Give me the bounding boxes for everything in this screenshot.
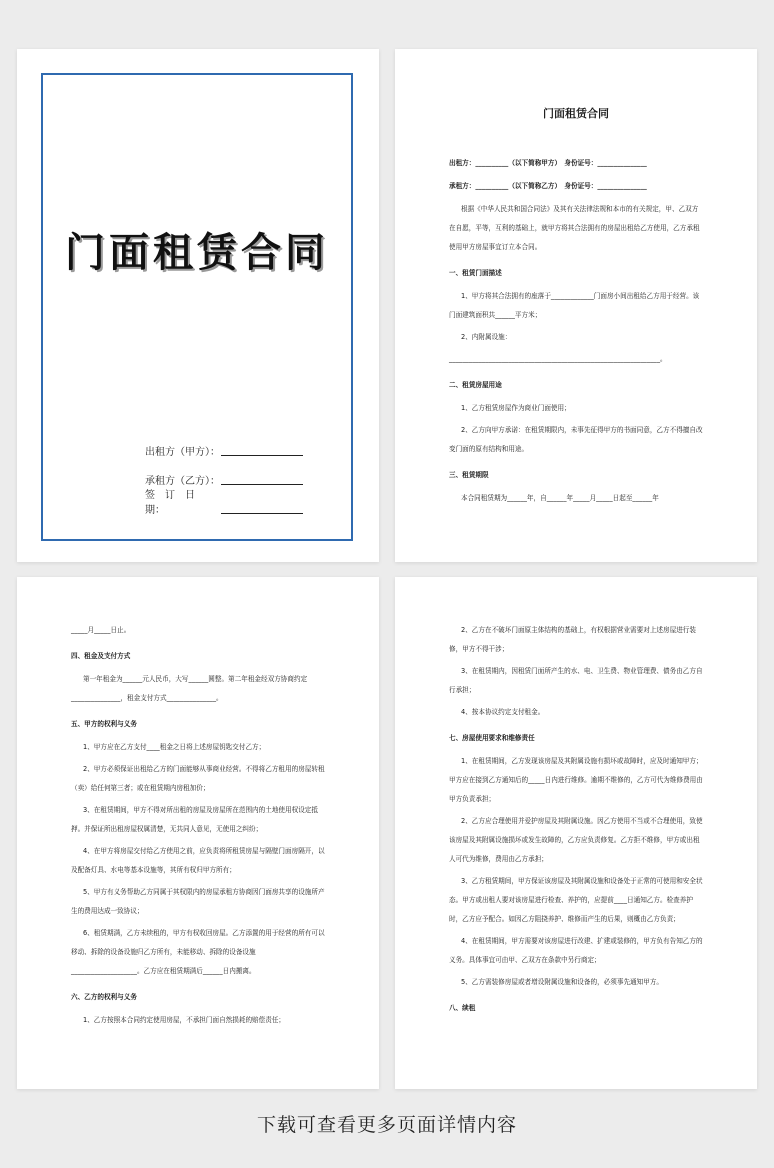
clause: 1、乙方按照本合同约定使用房屋，不承担门面自然损耗的赔偿责任；: [83, 1016, 286, 1024]
contract-page-1: [395, 49, 757, 562]
page-title: 门面租赁合同: [543, 107, 609, 120]
clause: 4、在甲方将房屋交付给乙方使用之前，应负责将所租赁房屋与隔壁门面房隔开，以及配备灯具、水电等基本设施等，其所有权归甲方所有；: [71, 847, 325, 874]
clause: 第一年租金为______元人民币，大写______圆整。第二年租金经双方协商约定_______________，租金支付方式_______________。: [71, 675, 308, 702]
clause: 2、乙方应合理使用并爱护房屋及其附属设施。因乙方使用不当或不合理使用，致使该房屋及其附属设施损坏或发生故障的，乙方应负责修复。乙方拒不维修，甲方或出租人可代为维修，费用由乙方承担；: [449, 817, 703, 863]
section-heading: 四、租金及支付方式: [71, 652, 131, 660]
section-heading: 八、续租: [449, 1004, 476, 1012]
page-content: [71, 621, 325, 1033]
clause: 1、甲方将其合法拥有的座落于_____________门面房小间出租给乙方用于经营。该门面建筑面积共______平方米；: [449, 292, 700, 319]
clause: 1、在租赁期间，乙方发现该房屋及其附属设施有损坏或故障时，应及时通知甲方；甲方应在接到乙方通知后的_____日内进行维修。逾期不维修的，乙方可代为维修费用由甲方负责承担；: [449, 757, 703, 803]
cover-fields: [145, 429, 303, 516]
cover-field-line: [221, 454, 303, 456]
cover-field-label: 承租方（乙方）：: [145, 476, 220, 487]
section-heading: 五、甲方的权利与义务: [71, 720, 137, 728]
clause: 5、甲方有义务帮助乙方同属于其权限内的房屋承租方协商因门面房共享的设施所产生的费用达成一致协议；: [71, 888, 325, 915]
cover-field-line: [221, 512, 303, 514]
section-heading: 七、房屋使用要求和维修责任: [449, 734, 535, 742]
clause: 本合同租赁期为______年，自______年_____月_____日起至______年: [461, 494, 659, 502]
cover-title: 门面租赁合同: [65, 229, 329, 276]
contract-page-3: [395, 577, 757, 1089]
cover-field-line: [221, 483, 303, 485]
section-heading: 三、租赁期限: [449, 471, 489, 479]
intro-paragraph: 根据《中华人民共和国合同法》及其有关法律法规和本市的有关规定，甲、乙双方在自愿，平等，互利的基础上，就甲方将其合法拥有的房屋出租给乙方使用，乙方承租使用甲方房屋事宜订立本合同。: [449, 205, 700, 251]
party-a-line: 出租方：__________（以下简称甲方） 身份证号：_______________: [449, 159, 647, 167]
download-more-link[interactable]: 下载可查看更多页面详情内容: [256, 1114, 517, 1136]
clause: 4、按本协议约定支付租金。: [461, 708, 545, 716]
cover-field-label: 签 订 日 期：: [145, 490, 205, 516]
clause: 5、乙方需装修房屋或者增设附属设施和设备的，必须事先通知甲方。: [461, 978, 664, 986]
cover-page: [17, 49, 379, 562]
clause: 1、甲方应在乙方支付____租金之日将上述房屋钥匙交付乙方；: [83, 743, 266, 751]
cover-field-lessor: [145, 429, 303, 458]
party-b-line: 承租方：__________（以下简称乙方） 身份证号：_______________: [449, 182, 647, 190]
section-heading: 一、租赁门面描述: [449, 269, 502, 277]
clause: 6、租赁期满，乙方未续租的，甲方有权收回房屋。乙方添置的用于经营的所有可以移动、拆除的设备设施归乙方所有，未能移动、拆除的设备设施____________________。乙方应在租赁期满后______日内搬离。: [71, 929, 325, 975]
clause: 2、内附属设施：: [461, 333, 512, 341]
cover-field-lessee: [145, 458, 303, 487]
section-heading: 二、租赁房屋用途: [449, 381, 502, 389]
clause: 2、乙方在不破坏门面原主体结构的基础上，有权根据营业需要对上述房屋进行装修，甲方不得干涉；: [449, 626, 696, 653]
clause: 3、在租赁期间，甲方不得对所出租的房屋及房屋所在范围内的土地使用权设定抵押。并保证所出租房屋权属清楚，无共同人意见，无使用之纠纷；: [71, 806, 318, 833]
clause: 1、乙方租赁房屋作为商业门面使用；: [461, 404, 571, 412]
contract-page-2: [17, 577, 379, 1089]
cover-field-date: [145, 487, 303, 516]
clause: 3、乙方租赁期间，甲方保证该房屋及其附属设施和设备处于正常的可使用和安全状态。甲方或出租人要对该房屋进行检查、养护的，应提前____日通知乙方。检查养护时，乙方应予配合。如因乙方阻挠养护、维修而产生的后果，则概由乙方负责；: [449, 877, 703, 923]
clause: _____月_____日止。: [71, 626, 131, 634]
cover-field-label: 出租方（甲方）：: [145, 447, 220, 458]
cover-frame: [41, 73, 353, 541]
page-content: [449, 621, 703, 1022]
clause: 2、乙方向甲方承诺：在租赁期限内，未事先征得甲方的书面同意，乙方不得擅自改变门面的原有结构和用途。: [449, 426, 703, 453]
page-content: [449, 154, 703, 511]
clause: 3、在租赁期内，因租赁门面所产生的水、电、卫生费、物业管理费、债务由乙方自行承担；: [449, 667, 703, 694]
clause: 4、在租赁期间，甲方需要对该房屋进行改建、扩建或装修的，甲方负有告知乙方的义务。具体事宜可由甲、乙双方在条款中另行商定；: [449, 937, 703, 964]
blank-line: ________________________________________________________________。: [449, 355, 667, 363]
section-heading: 六、乙方的权利与义务: [71, 993, 137, 1001]
clause: 2、甲方必须保证出租给乙方的门面能够从事商业经营。不得将乙方租用的房屋转租（卖）给任何第三者；或在租赁期内房租加价；: [71, 765, 325, 792]
